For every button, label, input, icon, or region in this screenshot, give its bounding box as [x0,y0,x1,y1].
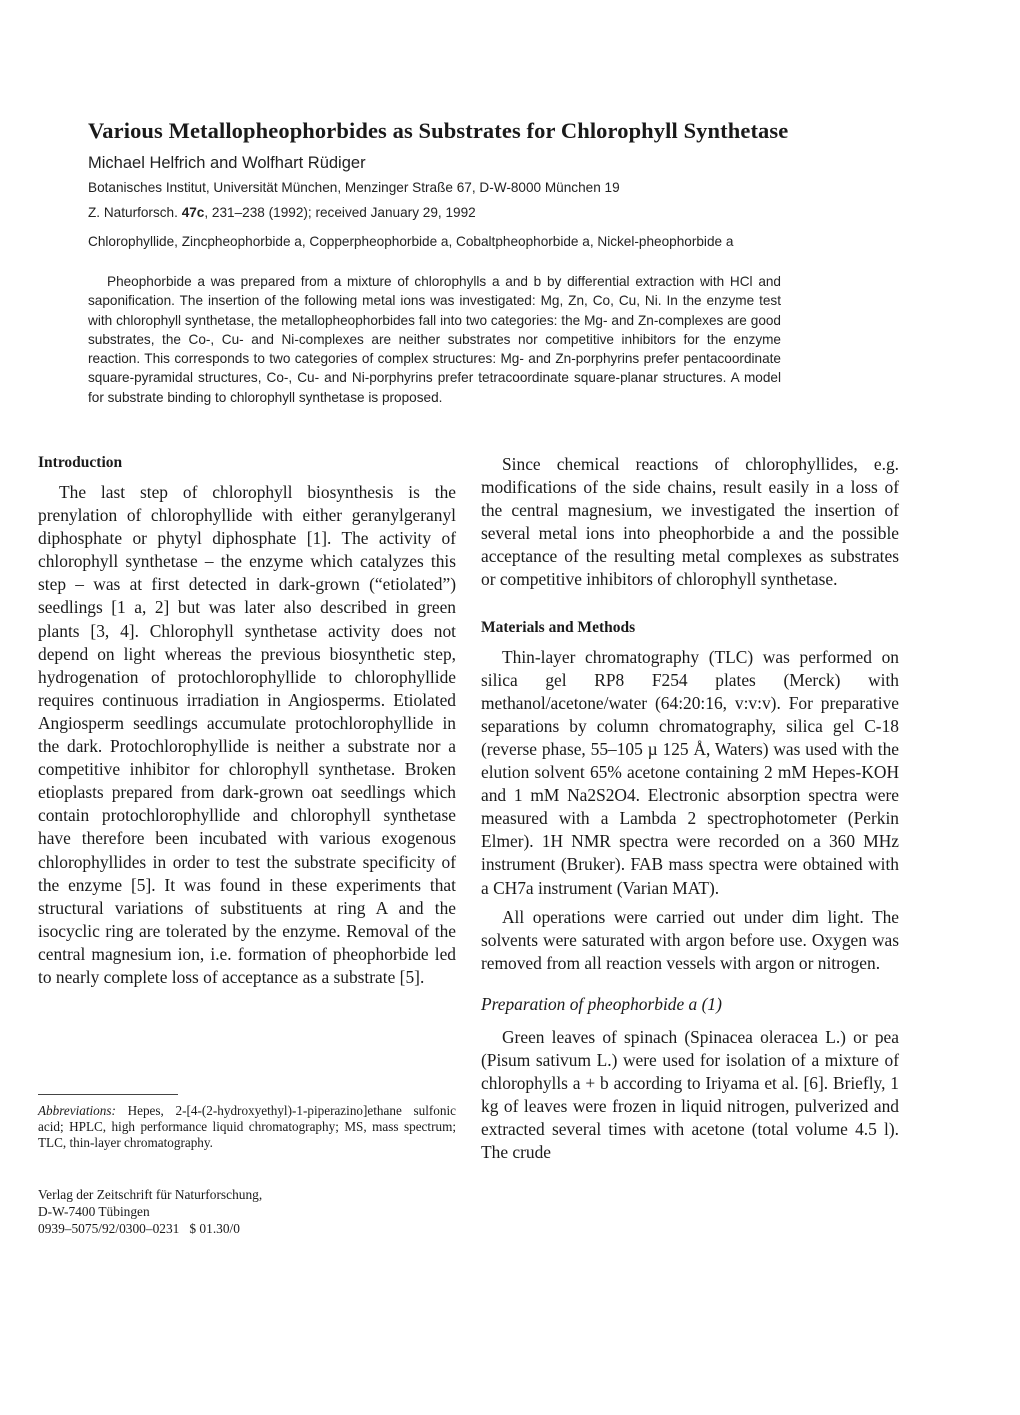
keywords: Chlorophyllide, Zincpheophorbide a, Copperpheophorbide a, Cobaltpheophorbide a, Nickel-pheophorbide a [88,234,734,249]
methods-paragraph-2: All operations were carried out under dim light. The solvents were saturated with argon before use. Oxygen was removed from all reaction vessels with argon or nitrogen. [481,906,899,973]
citation [88,205,476,220]
methods-heading: Materials and Methods [481,618,636,636]
paper-title: Various Metallopheophorbides as Substrates for Chlorophyll Synthetase [88,118,789,143]
citation-volume: 47c [181,205,205,220]
intro-continuation: Since chemical reactions of chlorophyllides, e.g. modifications of the side chains, result easily in a loss of the central magnesium, we investigated the insertion of several metal ions into pheophorbide a and the possible acceptance of the resulting metal complexes as substrates or competitive inhibitors of chlorophyll synthetase. [481,454,899,590]
citation-journal: Z. Naturforsch. [88,205,178,220]
citation-details: , 231–238 (1992); received January 29, 1992 [204,205,476,220]
publisher-issn: 0939–5075/92/0300–0231 $ 01.30/0 [38,1221,240,1236]
footnote-divider [38,1094,178,1095]
methods-paragraph-1: Thin-layer chromatography (TLC) was performed on silica gel RP8 F254 plates (Merck) with methanol/acetone/water (64:20:16, v:v:v). For preparative separations by column chromatography, silica gel C-18 (reverse phase, 55–105 µ 125 Å, Waters) was used with the elution solvent 65% acetone containing 2 mM Hepes-KOH and 1 mM Na2S2O4. Electronic absorption spectra were measured with a Lambda 2 spectrophotometer (Perkin Elmer). 1H NMR spectra were recorded on a 360 MHz instrument (Bruker). FAB mass spectra were obtained with a CH7a instrument (Varian MAT). [481,646,899,898]
authors: Michael Helfrich and Wolfhart Rüdiger [88,154,366,172]
introduction-section [38,454,456,989]
introduction-body: The last step of chlorophyll biosynthesis is the prenylation of chlorophyllide with either geranylgeranyl diphosphate or phytyl diphosphate [1]. The activity of chlorophyll synthetase – the enzyme which catalyzes this step – was at first detected in dark-grown (“etiolated”) seedlings [1 a, 2] but was later also described in green plants [3, 4]. Chlorophyll synthetase activity does not depend on light whereas the previous biosynthetic step, hydrogenation of protochlorophyllide to chlorophyllide requires continuous irradiation in Angiosperms. Etiolated Angiosperm seedlings accumulate protochlorophyllide in the dark. Protochlorophyllide is neither a substrate nor a competitive inhibitor for chlorophyll synthetase. Broken etioplasts prepared from dark-grown oat seedlings which contain protochlorophyllide and chlorophyll synthetase have therefore been incubated with various exogenous chlorophyllides in order to test the substrate specificity of the enzyme [5]. It was found in these experiments that structural variations of substituents at ring A and the isocyclic ring are tolerated by the enzyme. Removal of the central magnesium ion, i.e. formation of pheophorbide led to nearly complete loss of acceptance as a substrate [5]. [38,482,456,987]
methods-paragraph-3: Green leaves of spinach (Spinacea oleracea L.) or pea (Pisum sativum L.) were used for isolation of a mixture of chlorophylls a + b according to Iriyama et al. [6]. Briefly, 1 kg of leaves were frozen in liquid nitrogen, pulverized and extracted several times with acetone (total volume 4.5 l). The crude [481,1026,899,1163]
right-column [481,453,899,1165]
abbreviations-text: Hepes, 2-[4-(2-hydroxyethyl)-1-piperazino]ethane sulfonic acid; HPLC, high performance liquid chromatography; MS, mass spectrum; TLC, thin-layer chromatography. [38,1103,456,1150]
abstract: Pheophorbide a was prepared from a mixture of chlorophylls a and b by differential extraction with HCl and saponification. The insertion of the following metal ions was investigated: Mg, Zn, Co, Cu, Ni. In the enzyme test with chlorophyll synthetase, the metallopheophorbides fall into two categories: the Mg- and Zn-complexes are good substrates, the Co-, Cu- and Ni-complexes are neither substrates nor competitive inhibitors for the enzyme reaction. This corresponds to two categories of complex structures: Mg- and Zn-porphyrins prefer pentacoordinate square-pyramidal structures, Co-, Cu- and Ni-porphyrins prefer tetracoordinate square-planar structures. A model for substrate binding to chlorophyll synthetase is proposed. [88,274,781,405]
publisher-line-2: D-W-7400 Tübingen [38,1204,150,1219]
abbreviations-footnote [38,1103,456,1150]
introduction-heading: Introduction [38,454,123,471]
preparation-subheading: Preparation of pheophorbide a (1) [481,993,722,1014]
abbreviations-label: Abbreviations: [38,1103,116,1118]
publisher-block [38,1186,456,1237]
publisher-line-1: Verlag der Zeitschrift für Naturforschung, [38,1187,263,1202]
affiliation: Botanisches Institut, Universität München, Menzinger Straße 67, D-W-8000 München 19 [88,180,620,195]
